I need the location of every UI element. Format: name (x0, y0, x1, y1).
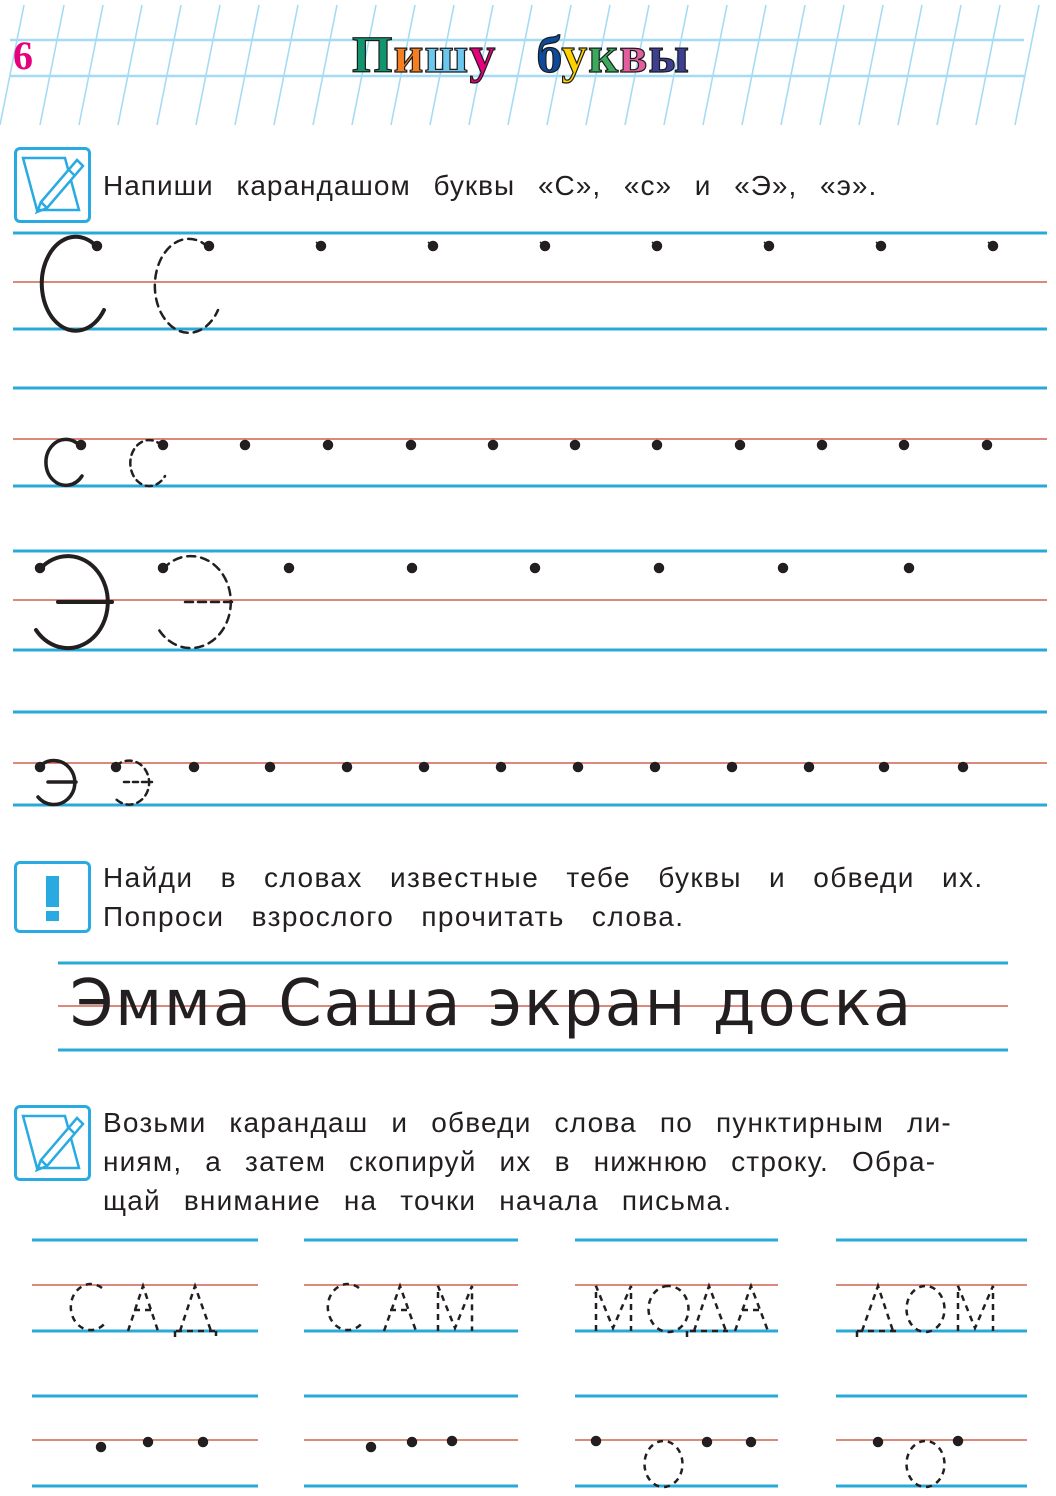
task1-instruction: Напиши карандашом буквы «С», «с» и «Э», «э». (103, 170, 878, 201)
example-words: Эмма Саша экран доска (70, 967, 914, 1041)
title-letter: у (561, 27, 589, 84)
task2-instruction-line1: Найди в словах известные тебе буквы и обведи их. (103, 862, 984, 893)
page-number: 6 (13, 33, 33, 78)
title-letter: ы (648, 27, 691, 84)
task3-instruction-line1: Возьми карандаш и обведи слова по пунктирным ли- (103, 1107, 952, 1138)
title-letter: к (588, 27, 620, 84)
task2-instruction-line2: Попроси взрослого прочитать слова. (103, 901, 685, 932)
title-letter: П (352, 27, 394, 84)
task3-instruction-line3: щай внимание на точки начала письма. (103, 1185, 733, 1216)
title-letter: в (619, 27, 649, 84)
title-letter: ш (424, 27, 470, 84)
task3-instruction-line2: ниям, а затем скопируй их в нижнюю строку. Обра- (103, 1146, 937, 1177)
title-letter: и (393, 27, 425, 84)
title-letter: б (536, 27, 562, 84)
title-letter: у (469, 27, 497, 84)
